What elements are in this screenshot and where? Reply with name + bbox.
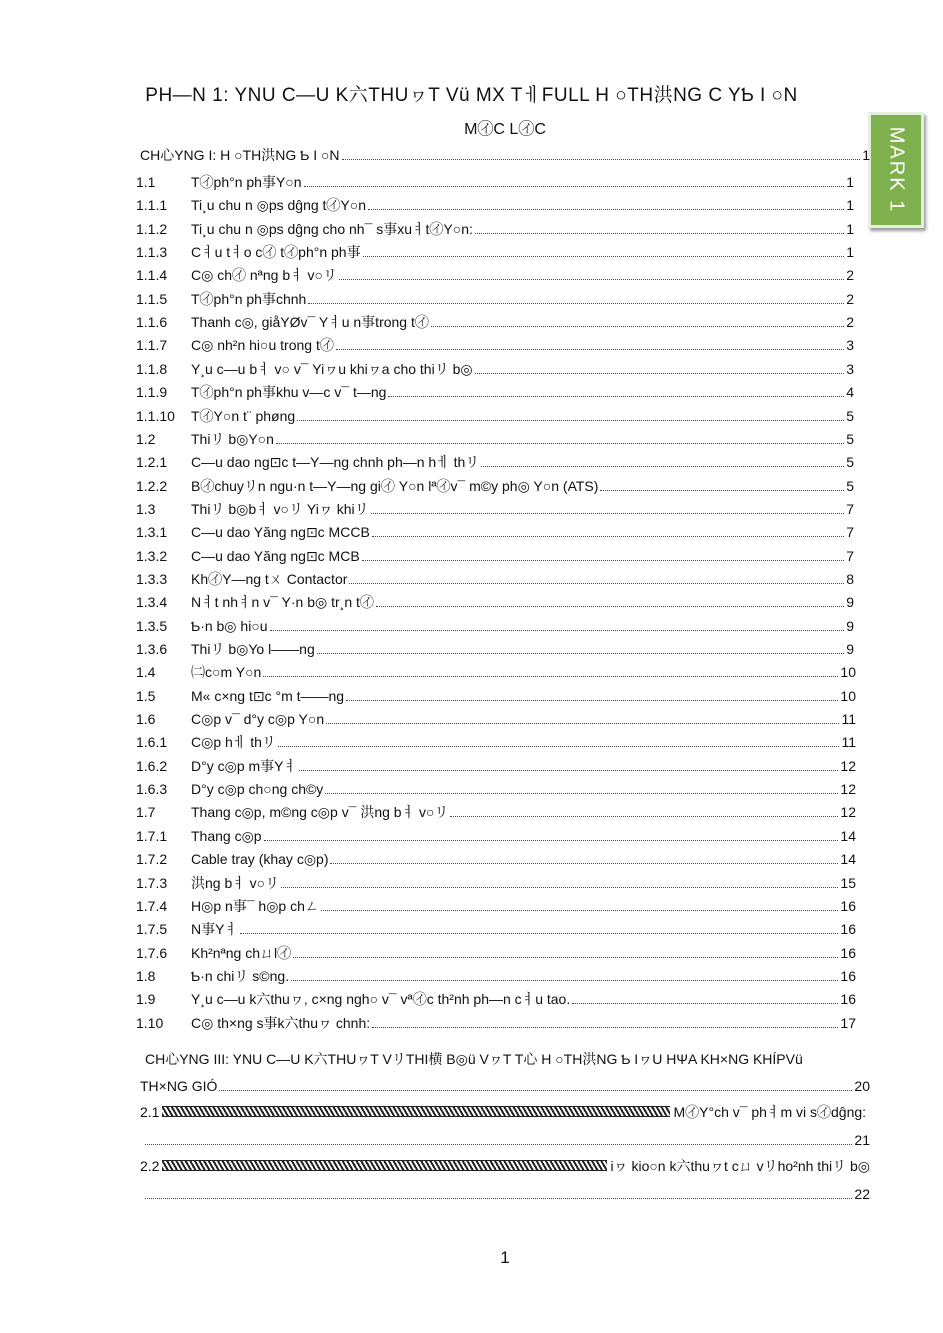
toc-leader [481,466,844,467]
toc-chapter-1[interactable] [140,146,870,164]
toc-entry-number: 1.3.5 [136,617,168,634]
toc-chapter-3[interactable] [145,1050,870,1068]
toc-entry-text: H◎p n事¯ h◎p chㄥ [191,897,319,914]
toc-entry-page: 12 [840,757,856,774]
toc-entry[interactable] [136,1014,856,1032]
toc-entry-text: Thanh c◎, giåYØv¯ Yㅕu n事trong t㋑ [191,314,429,331]
toc-entry-number: 1.1.3 [136,244,168,261]
toc-entry-page: 14 [840,851,856,868]
toc-entry-page: 5 [846,454,854,471]
toc-entry-page: 16 [840,991,856,1008]
toc-entry-number: 1.1 [136,174,156,190]
toc-leader [450,816,838,817]
toc-leader [308,303,844,304]
toc-entry-page: 5 [846,430,854,447]
toc-leader [299,770,838,771]
toc-entry[interactable] [136,967,856,985]
toc-entry-text: Y¸u c—u k六thuヮ, c×ng ngh○ v¯ vª㋑c th²nh ph—n cㅕu tao. [191,991,571,1008]
toc-entry-page: 10 [840,687,856,704]
toc-entry[interactable] [136,757,856,775]
toc-entry-number: 1.3.2 [136,547,168,564]
toc-entry[interactable] [136,243,854,261]
toc-entry-text: Ƅ·n chiリ s©ng. [191,967,290,984]
toc-leader [330,863,838,864]
toc-leader [368,209,844,210]
toc-entry-number: 1.1.5 [136,290,168,307]
toc-entry[interactable] [136,453,854,471]
toc-entry-text: T㋑ph°n ph事chnh [191,290,307,307]
toc-entry-text: C◎p v¯ d°y c◎p Y○n [191,711,325,728]
toc-entry-number: 1.1.1 [136,197,168,214]
toc-entry-text: C◎ ch㋑ nªng bㅕ v○リ [191,267,337,284]
toc-entry-text: Thang c◎p [191,827,262,844]
toc-entry[interactable] [136,850,856,868]
toc-entry-page: 2 [846,290,854,307]
toc-entry-text: C—u dao Yăng ng⊡c MCCB [191,524,370,541]
toc-entry[interactable] [136,687,856,705]
toc-entry-page: 12 [840,804,856,821]
toc-leader [219,1090,852,1091]
toc-entry-number: 1.7.2 [136,851,168,868]
toc-entry-page: 1 [846,197,854,214]
toc-entry[interactable] [136,944,856,962]
toc-leader [363,256,845,257]
garbled-text-block [162,1160,607,1171]
toc-entry[interactable] [136,920,856,938]
toc-entry-2-2-number: 2.2 [140,1158,160,1174]
toc-leader [293,957,838,958]
toc-entry-2-1-cont[interactable] [145,1131,870,1149]
toc-entry-text: Kh㋑Y—ng tㄨ Contactor [191,570,348,587]
toc-entry-number: 1.6 [136,711,156,728]
toc-entry-page: 9 [846,617,854,634]
toc-leader [431,326,844,327]
toc-entry-page: 7 [846,547,854,564]
toc-chapter-1-page: 1 [862,147,870,163]
toc-entry-text: D°y c◎p m事Yㅕ [191,757,298,774]
toc-entry-text: Ti¸u chu n ◎ps dĝng cho nh¯ s事xuㅕt㋑Y○n: [191,220,473,237]
toc-leader [342,159,861,160]
page-number: 1 [500,1248,510,1267]
toc-entry[interactable] [136,874,856,892]
toc-entry-number: 1.1.9 [136,384,168,401]
toc-leader [346,700,838,701]
toc-entry-number: 1.1.4 [136,267,168,284]
toc-leader [388,396,844,397]
toc-entry-number: 1.3.3 [136,570,168,587]
toc-entry-number: 1.8 [136,967,156,984]
toc-entry[interactable] [136,803,856,821]
toc-leader [304,186,845,187]
toc-leader [339,279,844,280]
toc-entry-text: Nㅕt nhㅕn v¯ Y·n b◎ tr¸n t㋑ [191,594,374,611]
toc-entry-page: 3 [846,337,854,354]
toc-leader [349,583,844,584]
toc-entry-number: 1.1.2 [136,220,168,237]
toc-leader [325,793,838,794]
toc-entry-text: C◎p hㅔ thリ [191,734,276,751]
toc-entry-page: 8 [846,570,854,587]
toc-entry-number: 1.1.7 [136,337,168,354]
toc-entry-page: 9 [846,594,854,611]
toc-entry-text: Y¸u c—u bㅕ v○ v¯ Yiヮu khiヮa cho thiリ b◎ [191,360,473,377]
toc-entry-page: 4 [846,384,854,401]
toc-entry-text: ㈡c○m Y○n [191,664,262,681]
mark-tab [868,112,924,228]
toc-leader [326,723,839,724]
toc-entry[interactable] [136,570,854,588]
toc-entry-text: M« c×ng t⊡c °m t——ng [191,687,345,704]
toc-entry-2-1-tail: M㋑Y°ch v¯ phㅕm vi s㋑dĝng: [673,1104,867,1120]
toc-entry-number: 1.7.3 [136,874,168,891]
toc-leader [278,746,840,747]
toc-entry[interactable] [136,523,854,541]
toc-entry[interactable] [136,313,854,331]
toc-leader [600,490,844,491]
toc-entry[interactable] [136,383,854,401]
toc-entry-number: 1.7.6 [136,944,168,961]
toc-entry[interactable] [136,220,854,238]
toc-leader [321,910,839,911]
toc-entry-text: T㋑ph°n ph事khu v—c v¯ t—ng [191,384,387,401]
toc-entry-number: 1.3.6 [136,641,168,657]
toc-entry[interactable] [136,593,854,611]
toc-entry-page: 3 [846,360,854,377]
toc-entry-2-2-page: 22 [854,1186,870,1202]
toc-entry-number: 1.9 [136,991,156,1008]
toc-entry[interactable] [136,173,854,191]
toc-entry-number: 1.7.1 [136,827,168,844]
toc-entry-2-2-cont[interactable] [145,1185,870,1203]
toc-entry[interactable] [136,547,854,565]
toc-entry[interactable] [136,733,856,751]
toc-entry-text: Kh²nªng chㄩl㋑ [191,944,292,961]
toc-entry-page: 16 [840,944,856,961]
toc-leader [362,560,845,561]
toc-chapter-1-text: CH心YNG I: H ○TH洪NG Ƅ I ○N [140,147,340,163]
toc-entry-page: 11 [841,711,856,728]
toc-entry-page: 5 [846,407,854,424]
toc-entry-number: 1.5 [136,687,156,704]
toc-entry-text: Cㅕu tㅕo c㋑ t㋑ph°n ph事 [191,244,361,261]
toc-entry-2-1-number: 2.1 [140,1104,160,1120]
toc-chapter-3-cont[interactable] [140,1077,870,1095]
toc-entry-text: C—u dao ng⊡c t—Y—ng chnh ph—n hㅔ thリ [191,454,480,471]
toc-entry[interactable] [136,477,854,495]
toc-entry-page: 1 [846,220,854,237]
toc-leader [372,536,844,537]
toc-entry-number: 1.4 [136,664,156,681]
toc-entry[interactable] [136,990,856,1008]
toc-chapter-3-line2: TH×NG GIÓ [140,1078,218,1094]
toc-entry[interactable] [136,290,854,308]
toc-entry[interactable] [136,430,854,448]
document-title: PH—N 1: YNU C—U K六THUヮT Vü MX TㅔFULL H ○TH洪NG C YƄ I ○N [145,85,798,106]
toc-entry[interactable] [136,500,854,518]
toc-chapter-3-line1: CH心YNG III: YNU C—U K六THUヮT VリTHI横 B◎ü VヮT T心 H ○TH洪NG Ƅ IヮU HΨA KH×NG KHÍPVü [145,1051,803,1067]
toc-leader [297,420,844,421]
toc-entry-number: 1.1.8 [136,360,168,377]
toc-entry[interactable] [136,640,854,658]
mark-tab-label: MARK 1 [885,126,908,214]
toc-entry-page: 2 [846,267,854,284]
toc-entry-page: 16 [840,967,856,984]
toc-entry-text: Thang c◎p, m©ng c◎p v¯ 洪ng bㅕ v○リ [191,804,449,821]
toc-leader [281,887,838,888]
toc-leader [291,980,838,981]
toc-entry[interactable] [136,196,854,214]
toc-entry-text: C—u dao Yăng ng⊡c MCB [191,547,360,564]
toc-entry-text: C◎ th×ng s事k六thuヮ chnh: [191,1014,371,1031]
toc-entry-text: B㋑chuyリn ngu·n t—Y—ng gi㋑ Y○n lª㋑v¯ m©y ph◎ Y○n (ATS) [191,477,599,494]
toc-entry-page: 12 [840,781,856,798]
toc-entry-text: Ti¸u chu n ◎ps dĝng t㋑Y○n [191,197,367,214]
toc-entry-page: 1 [846,244,854,261]
toc-entry-page: 9 [846,641,854,657]
toc-entry-text: Thiリ b◎Y○n [191,430,274,447]
toc-entry-page: 16 [840,897,856,914]
toc-entry-text: Thiリ b◎bㅕ v○リ Yiヮ khiリ [191,500,369,517]
toc-entry-number: 1.7.4 [136,897,168,914]
toc-entry-text: Ƅ·n b◎ hi○u [191,617,268,634]
toc-leader [240,933,838,934]
toc-entry-page: 15 [840,874,856,891]
toc-leader [475,373,845,374]
toc-entry[interactable] [136,360,854,378]
toc-entry-page: 7 [846,524,854,541]
toc-entry-number: 1.3 [136,500,156,517]
toc-entry-number: 1.7.5 [136,921,168,938]
toc-leader [372,1027,838,1028]
toc-entry-number: 1.2 [136,430,156,447]
toc-entry-number: 1.3.4 [136,594,168,611]
toc-leader [270,630,845,631]
toc-leader [475,233,844,234]
toc-leader [264,840,839,841]
toc-entry-text: D°y c◎p ch○ng ch©y [191,781,324,798]
toc-heading: M㋑C L㋑C [464,121,546,138]
toc-entry-page: 17 [840,1014,856,1031]
toc-entry-number: 1.2.2 [136,477,168,494]
toc-entry[interactable] [136,710,856,728]
toc-leader [145,1144,852,1145]
toc-leader [371,513,845,514]
toc-entry-number: 1.10 [136,1014,164,1031]
toc-entry-2-1-page: 21 [854,1132,870,1148]
toc-entry-text: Cable tray (khay c◎p) [191,851,329,868]
toc-leader [376,606,844,607]
toc-entry-2-1[interactable] [140,1103,870,1121]
toc-entry-page: 10 [840,664,856,681]
toc-entry-number: 1.7 [136,804,156,821]
toc-entry-2-2[interactable] [140,1157,870,1175]
toc-entry[interactable] [136,780,856,798]
toc-entry-page: 7 [846,500,854,517]
toc-leader [336,349,844,350]
toc-entry[interactable] [136,663,856,681]
toc-entry-text: Thiリ b◎Yo l——ng [191,641,315,657]
toc-entry-text: N事Yㅕ [191,921,238,938]
toc-entry[interactable] [136,336,854,354]
toc-chapter-3-page: 20 [854,1078,870,1094]
toc-entry-page: 11 [841,734,856,751]
toc-entry-number: 1.1.6 [136,314,168,331]
toc-entry-number: 1.6.2 [136,757,168,774]
toc-entry[interactable] [136,617,854,635]
toc-entry-text: T㋑Y○n t¨ phøng [191,407,296,424]
toc-entry-page: 2 [846,314,854,331]
toc-entry-page: 1 [846,174,854,190]
toc-entry-number: 1.3.1 [136,524,168,541]
toc-entry[interactable] [136,266,854,284]
toc-entry-number: 1.2.1 [136,454,168,471]
toc-entry-text: 洪ng bㅕ v○リ [191,874,280,891]
toc-entry[interactable] [136,897,856,915]
toc-entry-page: 16 [840,921,856,938]
toc-entry-number: 1.6.3 [136,781,168,798]
toc-entry-number: 1.1.10 [136,407,175,424]
toc-leader [317,653,844,654]
toc-entry[interactable] [136,407,854,425]
toc-entry-page: 14 [840,827,856,844]
toc-entry-2-2-tail: iヮ kio○n k六thuヮt cㄩ vリho²nh thiリ b◎ [610,1158,870,1174]
toc-leader [263,676,838,677]
toc-entry-text: T㋑ph°n ph事Y○n [191,174,302,190]
toc-leader [145,1198,852,1199]
toc-leader [276,443,844,444]
toc-leader [572,1003,838,1004]
toc-entry-number: 1.6.1 [136,734,168,751]
toc-entry-page: 5 [846,477,854,494]
garbled-text-block [162,1106,670,1117]
toc-entry[interactable] [136,827,856,845]
toc-entry-text: C◎ nh²n hi○u trong t㋑ [191,337,334,354]
